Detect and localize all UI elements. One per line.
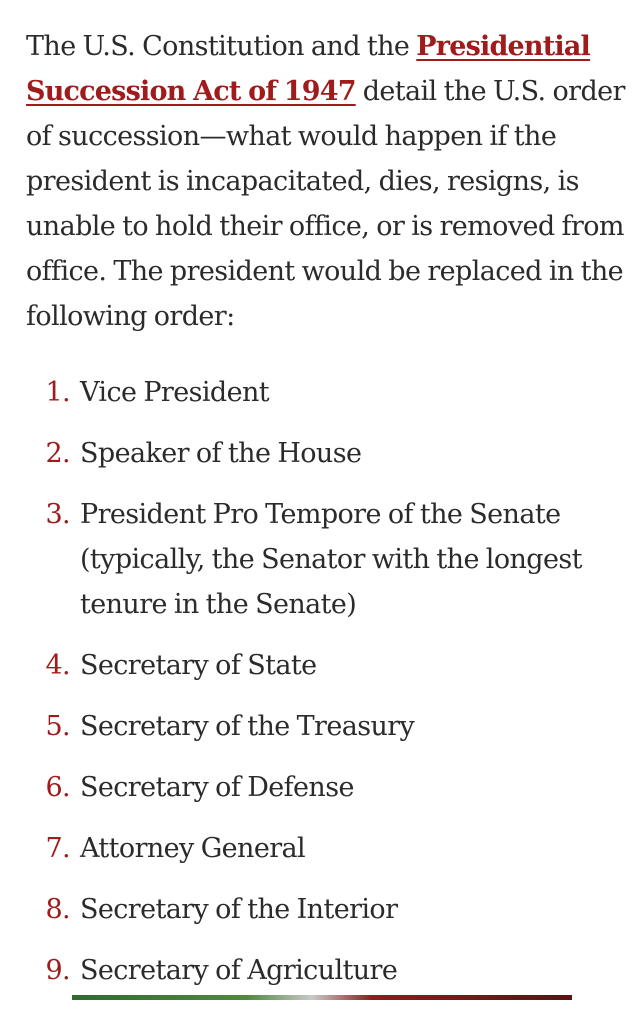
list-item — [26, 370, 626, 415]
intro-text-before: The U.S. Constitution and the — [26, 31, 417, 62]
list-item-text: Secretary of the Interior — [80, 894, 398, 925]
list-item-text: Secretary of State — [80, 650, 317, 681]
intro-text-after: detail the U.S. order of succession—what would happen if the president is incapacitated, dies, resigns, is unable to hold their office, or is removed from office. The president would be replaced in the following order: — [26, 76, 625, 332]
list-item-text: President Pro Tempore of the Senate (typically, the Senator with the longest tenure in the Senate) — [80, 499, 582, 620]
list-item-text: Speaker of the House — [80, 438, 362, 469]
list-item-number: 7. — [45, 833, 70, 864]
list-item-number: 8. — [45, 894, 70, 925]
list-item-number: 5. — [45, 711, 70, 742]
list-item-text: Vice President — [80, 377, 269, 408]
article-body — [26, 24, 626, 986]
succession-act-link[interactable]: Presidential Succession Act of 1947 — [26, 31, 591, 107]
list-item — [26, 431, 626, 476]
list-item-text: Secretary of the Treasury — [80, 711, 415, 742]
list-item — [26, 887, 626, 932]
list-item — [26, 948, 626, 993]
list-item-text: Secretary of Agriculture — [80, 955, 398, 986]
list-item — [26, 704, 626, 749]
succession-list — [26, 370, 626, 1009]
list-item — [26, 643, 626, 688]
list-item-number: 1. — [45, 377, 70, 408]
intro-paragraph — [26, 24, 626, 339]
list-item-text: Secretary of Defense — [80, 772, 354, 803]
list-item — [26, 826, 626, 871]
list-item-number: 2. — [45, 438, 70, 469]
list-item-number: 6. — [45, 772, 70, 803]
list-item-number: 9. — [45, 955, 70, 986]
list-item-number: 4. — [45, 650, 70, 681]
list-item — [26, 765, 626, 810]
list-item-text: Attorney General — [80, 833, 306, 864]
list-item-number: 3. — [45, 499, 70, 530]
article-image-top-edge — [72, 995, 572, 1000]
list-item — [26, 492, 626, 627]
